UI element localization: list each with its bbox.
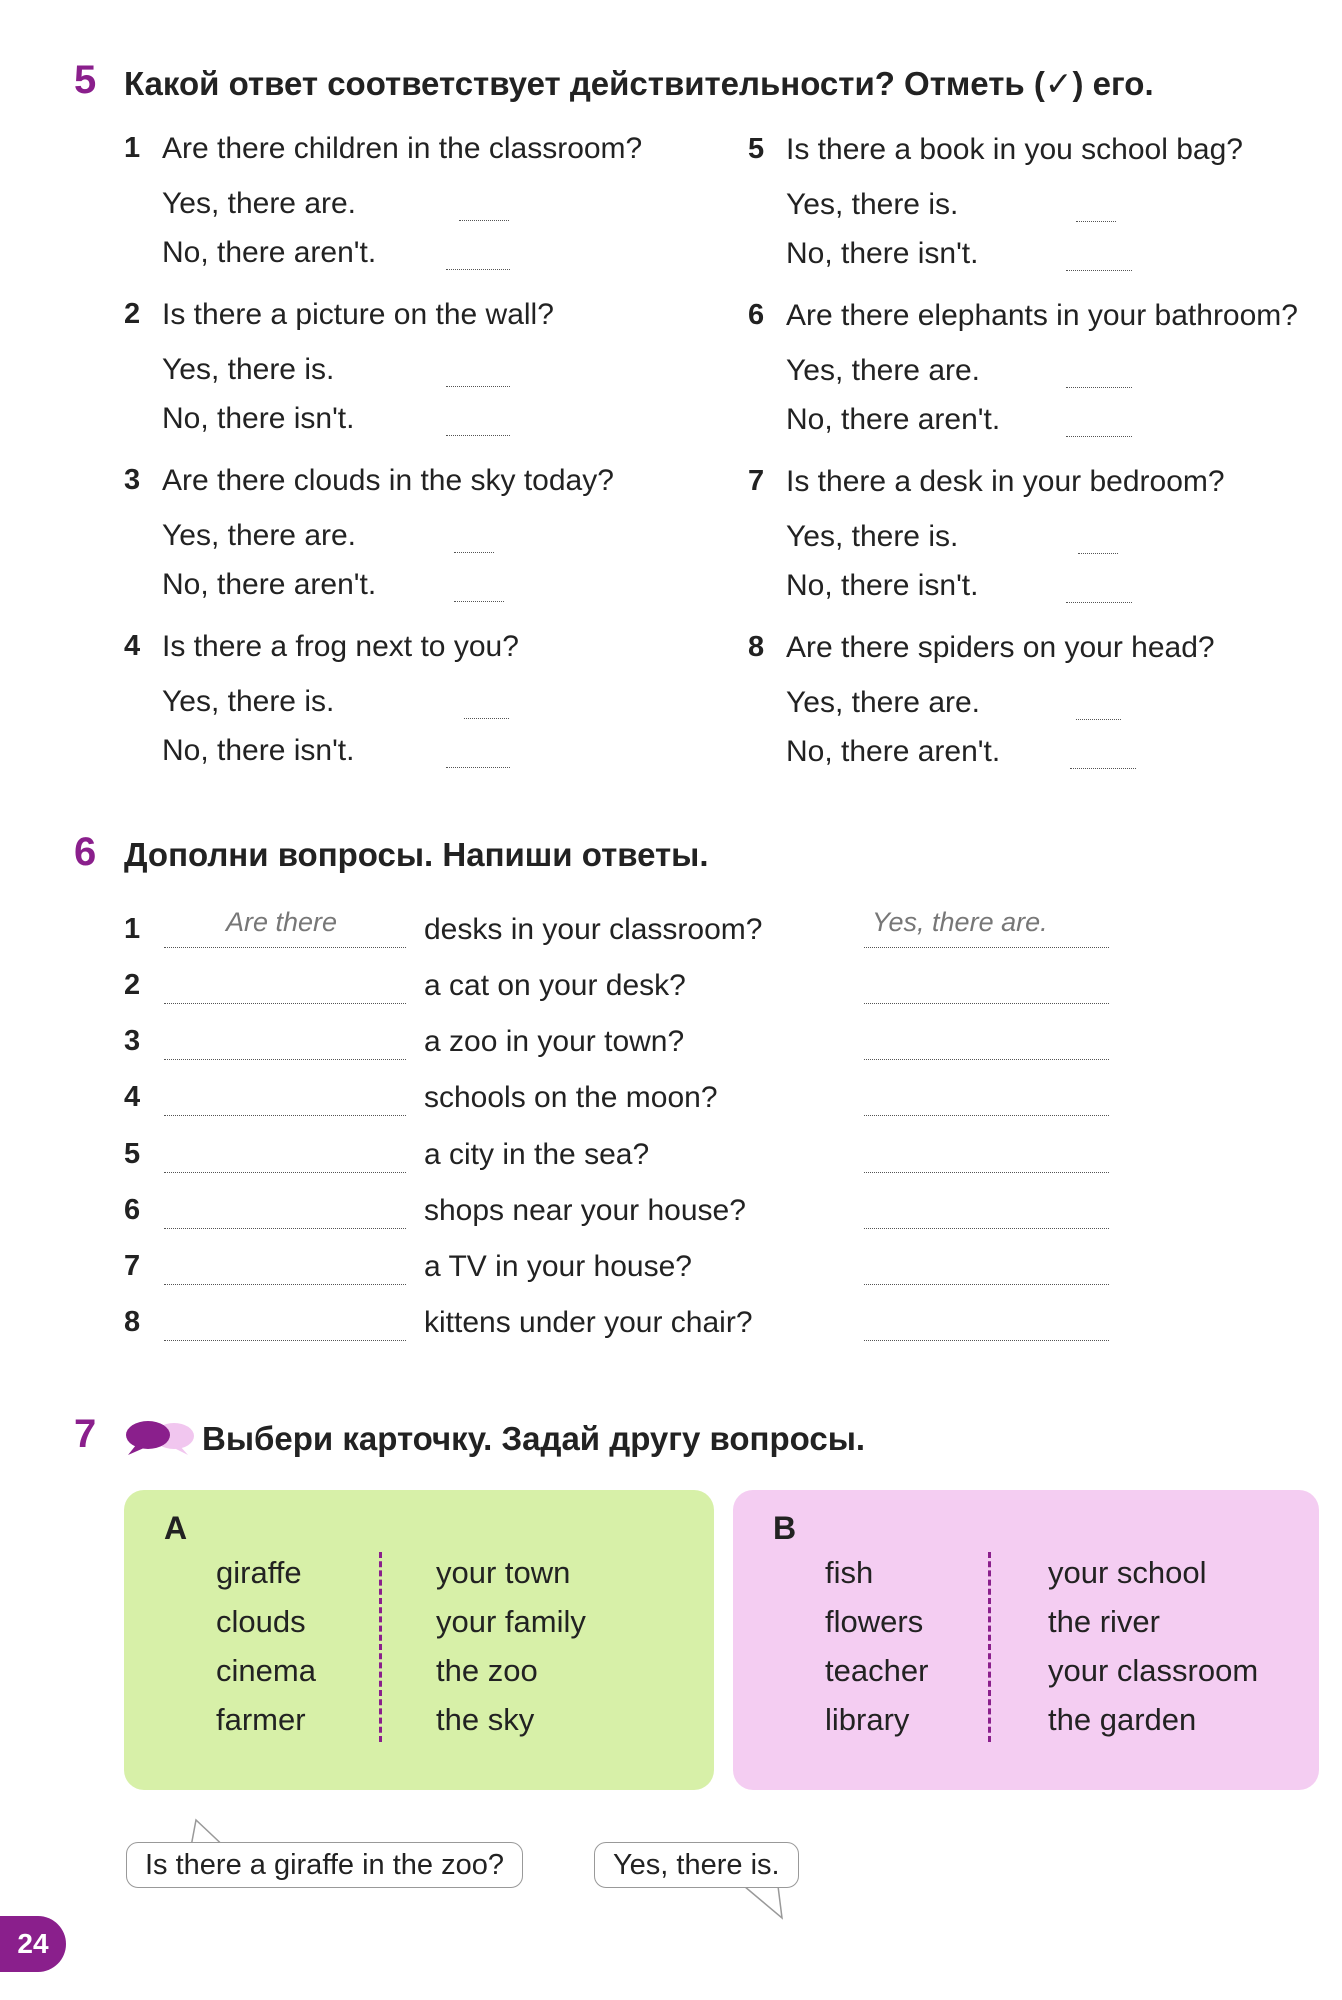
card-a[interactable] bbox=[124, 1490, 714, 1790]
place-item: your family bbox=[436, 1604, 586, 1639]
ex6-row-1 bbox=[124, 907, 1124, 953]
word-item: fish bbox=[825, 1555, 874, 1590]
question-text: a city in the sea? bbox=[424, 1138, 650, 1171]
question-text: Are there elephants in your bathroom? bbox=[786, 299, 1298, 332]
answer-input[interactable] bbox=[864, 1138, 1109, 1173]
question-text: Are there spiders on your head? bbox=[786, 631, 1215, 664]
answer-yes: Yes, there is. bbox=[162, 685, 335, 718]
ex5-question-2 bbox=[124, 298, 744, 458]
tick-blank-no[interactable] bbox=[1066, 436, 1132, 437]
ex6-row-8 bbox=[124, 1306, 1124, 1346]
answer-input[interactable] bbox=[864, 969, 1109, 1004]
question-start-input[interactable] bbox=[164, 969, 406, 1004]
word-item: teacher bbox=[825, 1653, 929, 1688]
tick-blank-no[interactable] bbox=[1066, 602, 1132, 603]
answer-yes: Yes, there are. bbox=[786, 686, 981, 719]
row-number: 3 bbox=[124, 1025, 141, 1057]
card-a-right-column bbox=[436, 1548, 586, 1744]
tick-blank-yes[interactable] bbox=[1066, 387, 1132, 388]
ex5-question-3 bbox=[124, 464, 744, 624]
answer-input[interactable] bbox=[864, 1250, 1109, 1285]
word-item: giraffe bbox=[216, 1555, 302, 1590]
question-text: kittens under your chair? bbox=[424, 1306, 753, 1339]
word-item: cinema bbox=[216, 1653, 316, 1688]
place-item: your school bbox=[1048, 1555, 1207, 1590]
answer-input[interactable] bbox=[864, 1194, 1109, 1229]
card-divider bbox=[379, 1552, 382, 1742]
tick-blank-no[interactable] bbox=[446, 269, 510, 270]
question-start-input[interactable] bbox=[164, 907, 406, 948]
answer-yes: Yes, there are. bbox=[786, 354, 981, 387]
question-start-input[interactable] bbox=[164, 1306, 406, 1341]
tick-blank-yes[interactable] bbox=[446, 386, 510, 387]
question-start-input[interactable] bbox=[164, 1138, 406, 1173]
ex6-row-6 bbox=[124, 1194, 1124, 1234]
question-number: 3 bbox=[124, 464, 141, 496]
question-text: Is there a frog next to you? bbox=[162, 630, 519, 663]
filled-answer: Yes, there are. bbox=[872, 907, 1048, 937]
filled-prefix: Are there bbox=[226, 907, 338, 937]
ex5-question-5 bbox=[748, 133, 1342, 293]
ex5-question-8 bbox=[748, 631, 1342, 791]
question-number: 4 bbox=[124, 630, 141, 662]
answer-input[interactable] bbox=[864, 1306, 1109, 1341]
question-text: desks in your classroom? bbox=[424, 913, 763, 946]
card-b[interactable] bbox=[733, 1490, 1319, 1790]
word-item: flowers bbox=[825, 1604, 924, 1639]
row-number: 7 bbox=[124, 1250, 141, 1282]
answer-no: No, there aren't. bbox=[162, 568, 377, 601]
question-text: a TV in your house? bbox=[424, 1250, 692, 1283]
answer-no: No, there isn't. bbox=[162, 734, 355, 767]
question-text: Is there a desk in your bedroom? bbox=[786, 465, 1225, 498]
tick-blank-yes[interactable] bbox=[1078, 553, 1118, 554]
question-text: Are there children in the classroom? bbox=[162, 132, 643, 165]
answer-no: No, there isn't. bbox=[162, 402, 355, 435]
card-letter: A bbox=[164, 1510, 188, 1546]
question-text: Are there clouds in the sky today? bbox=[162, 464, 614, 497]
answer-yes: Yes, there is. bbox=[786, 188, 959, 221]
tick-blank-yes[interactable] bbox=[1076, 719, 1121, 720]
place-item: the river bbox=[1048, 1604, 1160, 1639]
place-item: the garden bbox=[1048, 1702, 1197, 1737]
answer-yes: Yes, there is. bbox=[786, 520, 959, 553]
answer-yes: Yes, there is. bbox=[162, 353, 335, 386]
question-text: a zoo in your town? bbox=[424, 1025, 685, 1058]
tick-blank-no[interactable] bbox=[446, 435, 510, 436]
answer-no: No, there aren't. bbox=[162, 236, 377, 269]
question-text: a cat on your desk? bbox=[424, 969, 686, 1002]
question-text: Is there a picture on the wall? bbox=[162, 298, 554, 331]
answer-yes: Yes, there are. bbox=[162, 187, 357, 220]
exercise-6-number: 6 bbox=[74, 830, 97, 874]
word-item: farmer bbox=[216, 1702, 306, 1737]
place-item: the zoo bbox=[436, 1653, 538, 1688]
exercise-7-title: Выбери карточку. Задай другу вопросы. bbox=[202, 1420, 866, 1457]
ex5-question-7 bbox=[748, 465, 1342, 625]
question-text: schools on the moon? bbox=[424, 1081, 718, 1114]
tick-blank-yes[interactable] bbox=[1076, 221, 1116, 222]
tick-blank-no[interactable] bbox=[1066, 270, 1132, 271]
tick-blank-no[interactable] bbox=[446, 767, 510, 768]
answer-no: No, there isn't. bbox=[786, 237, 979, 270]
row-number: 8 bbox=[124, 1306, 141, 1338]
answer-input[interactable] bbox=[864, 1081, 1109, 1116]
bubble-tail-right bbox=[740, 1884, 790, 1920]
question-number: 6 bbox=[748, 299, 765, 331]
tick-blank-yes[interactable] bbox=[459, 220, 509, 221]
answer-no: No, there aren't. bbox=[786, 403, 1001, 436]
place-item: the sky bbox=[436, 1702, 535, 1737]
ex6-row-2 bbox=[124, 969, 1124, 1009]
tick-blank-yes[interactable] bbox=[464, 718, 509, 719]
card-divider bbox=[988, 1552, 991, 1742]
ex6-row-3 bbox=[124, 1025, 1124, 1065]
question-text: Is there a book in you school bag? bbox=[786, 133, 1243, 166]
speech-bubble-answer: Yes, there is. bbox=[594, 1842, 799, 1888]
card-b-left-column bbox=[825, 1548, 928, 1744]
question-number: 5 bbox=[748, 133, 765, 165]
card-a-left-column bbox=[216, 1548, 316, 1744]
word-item: clouds bbox=[216, 1604, 306, 1639]
answer-no: No, there aren't. bbox=[786, 735, 1001, 768]
ex5-question-1 bbox=[124, 132, 744, 292]
ex6-row-5 bbox=[124, 1138, 1124, 1178]
row-number: 1 bbox=[124, 913, 141, 945]
place-item: your classroom bbox=[1048, 1653, 1259, 1688]
question-number: 7 bbox=[748, 465, 765, 497]
answer-input[interactable] bbox=[864, 907, 1109, 948]
answer-input[interactable] bbox=[864, 1025, 1109, 1060]
row-number: 5 bbox=[124, 1138, 141, 1170]
answer-no: No, there isn't. bbox=[786, 569, 979, 602]
question-start-input[interactable] bbox=[164, 1194, 406, 1229]
exercise-5-title: Какой ответ соответствует действительности? Отметь (✓) его. bbox=[124, 65, 1154, 102]
word-item: library bbox=[825, 1702, 910, 1737]
question-number: 2 bbox=[124, 298, 141, 330]
row-number: 2 bbox=[124, 969, 141, 1001]
question-number: 8 bbox=[748, 631, 765, 663]
ex5-question-6 bbox=[748, 299, 1342, 459]
page-number: 24 bbox=[0, 1916, 66, 1972]
row-number: 4 bbox=[124, 1081, 141, 1113]
card-b-right-column bbox=[1048, 1548, 1258, 1744]
ex5-question-4 bbox=[124, 630, 744, 790]
question-start-input[interactable] bbox=[164, 1025, 406, 1060]
tick-blank-yes[interactable] bbox=[454, 552, 494, 553]
card-letter: B bbox=[773, 1510, 797, 1546]
ex6-row-4 bbox=[124, 1081, 1124, 1121]
exercise-7-number: 7 bbox=[74, 1412, 97, 1456]
question-start-input[interactable] bbox=[164, 1081, 406, 1116]
exercise-5-number: 5 bbox=[74, 58, 97, 102]
tick-blank-no[interactable] bbox=[1070, 768, 1136, 769]
ex6-row-7 bbox=[124, 1250, 1124, 1290]
question-number: 1 bbox=[124, 132, 141, 164]
question-text: shops near your house? bbox=[424, 1194, 746, 1227]
speech-bubbles-icon bbox=[122, 1418, 196, 1458]
tick-blank-no[interactable] bbox=[454, 601, 504, 602]
exercise-6-title: Дополни вопросы. Напиши ответы. bbox=[124, 836, 709, 873]
place-item: your town bbox=[436, 1555, 571, 1590]
speech-bubble-question: Is there a giraffe in the zoo? bbox=[126, 1842, 523, 1888]
question-start-input[interactable] bbox=[164, 1250, 406, 1285]
row-number: 6 bbox=[124, 1194, 141, 1226]
answer-yes: Yes, there are. bbox=[162, 519, 357, 552]
